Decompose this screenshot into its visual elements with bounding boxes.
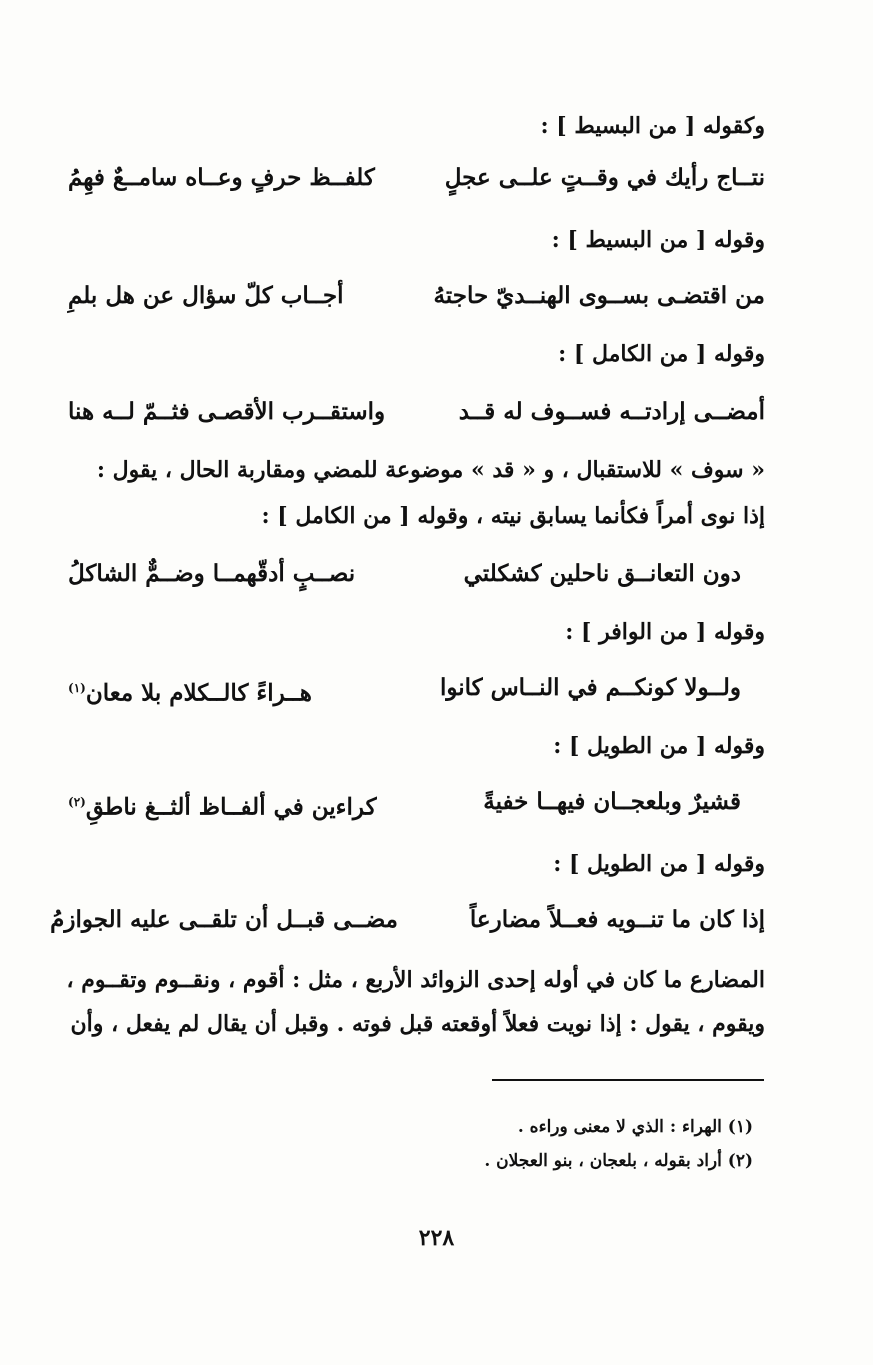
verse-intro: وقوله [ من الكامل ] : [558,341,765,367]
footnote-separator [492,1079,764,1081]
verse-intro: وقوله [ من الطويل ] : [553,851,765,877]
verse-text: كراءين في ألفــاظ ألثــغ ناطقِ [85,793,377,821]
verse-first-hemistich: قشيرٌ وبلعجــان فيهــا خفيةً [483,788,741,815]
verse-second-hemistich: مضــى قبــل أن تلقــى عليه الجوازمُ [50,906,398,933]
verse-second-hemistich [68,786,398,824]
prose-line: إذا نوى أمراً فكأنما يسابق نيته ، وقوله [ من الكامل ] : [261,503,765,529]
verse-intro: وقوله [ من البسيط ] : [551,227,765,253]
verse-second-hemistich: أجــاب كلّ سؤال عن هل بلمِ [68,282,344,309]
prose-line: المضارع ما كان في أوله إحدى الزوائد الأربع ، مثل : أقوم ، ونقــوم وتقــوم ، [66,967,765,993]
verse-first-hemistich: دون التعانــق ناحلين كشكلتي [463,560,741,587]
footnote: (١) الهراء : الذي لا معنى وراءه . [517,1117,753,1137]
prose-line: ويقوم ، يقول : إذا نويت فعلاً أوقعته قبل فوته . وقبل أن يقال لم يفعل ، وأن [70,1011,765,1037]
verse-first-hemistich: ولــولا كونكــم في النــاس كانوا [439,674,741,701]
verse-first-hemistich: أمضــى إرادتــه فســوف له قــد [458,398,765,425]
verse-second-hemistich: واستقــرب الأقصـى فثــمّ لــه هنا [68,398,386,425]
verse-second-hemistich [68,672,398,710]
footnote-marker: (٢) [68,795,86,809]
prose-line: « سوف » للاستقبال ، و « قد » موضوعة للمضي ومقاربة الحال ، يقول : [96,457,765,483]
verse-second-hemistich: كلفــظ حرفٍ وعــاه سامــعٌ فهِمُ [68,164,375,191]
verse-first-hemistich: نتــاج رأيك في وقــتٍ علــى عجلٍ [444,164,765,191]
verse-text: هــراءً كالــكلام بلا معان [85,679,312,707]
verse-intro: وقوله [ من الطويل ] : [553,733,765,759]
verse-intro: وقوله [ من الوافر ] : [565,619,765,645]
verse-first-hemistich: من اقتضـى بســوى الهنــديّ حاجتهُ [433,282,765,309]
verse-intro: وكقوله [ من البسيط ] : [540,113,765,139]
verse-first-hemistich: إذا كان ما تنــويه فعــلاً مضارعاً [469,906,765,933]
footnote: (٢) أراد بقوله ، بلعجان ، بنو العجلان . [484,1151,753,1171]
footnote-marker: (١) [68,681,86,695]
page-number: ٢٢٨ [418,1225,455,1251]
verse-second-hemistich: نصــبٍ أدقّهمــا وضــمٌّ الشاكلُ [68,560,356,587]
